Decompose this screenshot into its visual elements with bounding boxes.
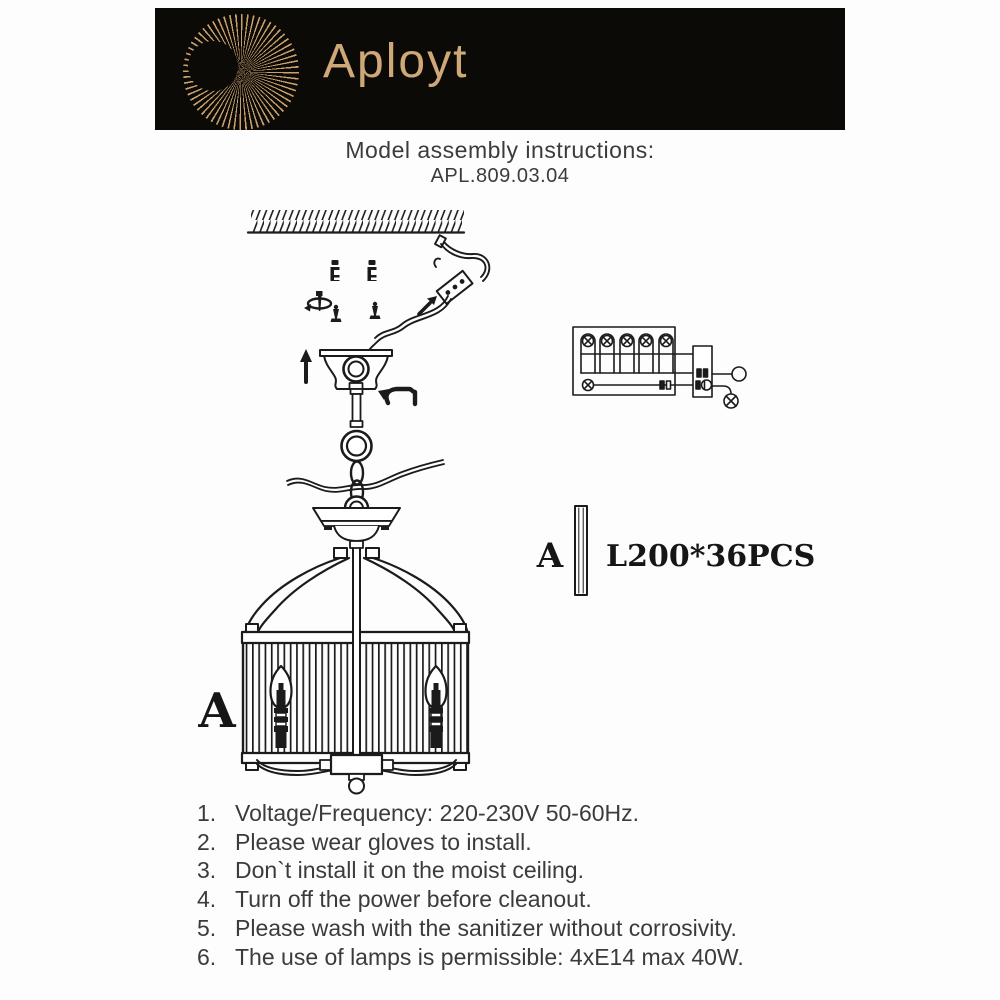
part-letter: A <box>536 536 564 576</box>
item-number: 4. <box>197 886 217 913</box>
item-text: Don`t install it on the moist ceiling. <box>235 857 584 884</box>
up-arrow-icon <box>300 349 312 382</box>
ceiling-hatch <box>248 210 464 233</box>
screw-icon <box>331 302 381 322</box>
instruction-item <box>197 828 917 857</box>
instruction-item <box>197 885 917 914</box>
assembly-label-a: A <box>198 683 236 739</box>
rotation-icon <box>304 291 331 312</box>
stem-rod <box>351 389 363 427</box>
item-text: Turn off the power before cleanout. <box>235 886 592 913</box>
hanging-wire <box>287 460 444 492</box>
model-number: APL.809.03.04 <box>430 165 570 187</box>
sunburst-center <box>188 41 238 91</box>
brand-logo-text: Aployt <box>323 35 469 88</box>
item-number: 3. <box>197 857 217 884</box>
wiring-diagram <box>573 327 746 408</box>
item-number: 1. <box>197 800 217 826</box>
item-number: 5. <box>197 914 217 941</box>
item-text: Please wash with the sanitizer without corrosivity. <box>235 914 737 941</box>
canopy <box>320 350 392 389</box>
wall-anchor-icon <box>331 260 378 281</box>
item-number: 2. <box>197 828 217 855</box>
assembly-diagram <box>150 200 850 810</box>
center-rod <box>353 548 360 756</box>
insert-arrow-icon <box>419 296 437 314</box>
top-dish <box>313 497 400 549</box>
instruction-item <box>197 856 917 885</box>
rays-decoration <box>505 8 845 130</box>
power-cable <box>368 235 489 352</box>
hanging-ring <box>342 431 372 461</box>
item-text: Please wear gloves to install. <box>235 828 532 855</box>
connector-block <box>437 271 473 304</box>
page-title: Model assembly instructions: <box>345 137 655 163</box>
item-text: The use of lamps is permissible: 4xE14 max 40W. <box>235 943 744 970</box>
glass-rod-part <box>536 506 815 595</box>
header-banner <box>155 8 845 130</box>
hook-icon <box>378 389 415 404</box>
instruction-item <box>197 799 917 828</box>
instruction-item <box>197 914 917 943</box>
item-text: Voltage/Frequency: 220-230V 50-60Hz. <box>235 800 640 826</box>
item-number: 6. <box>197 943 217 970</box>
part-spec: L200*36PCS <box>606 539 816 574</box>
instructions-list <box>197 799 917 971</box>
instruction-item <box>197 943 917 972</box>
